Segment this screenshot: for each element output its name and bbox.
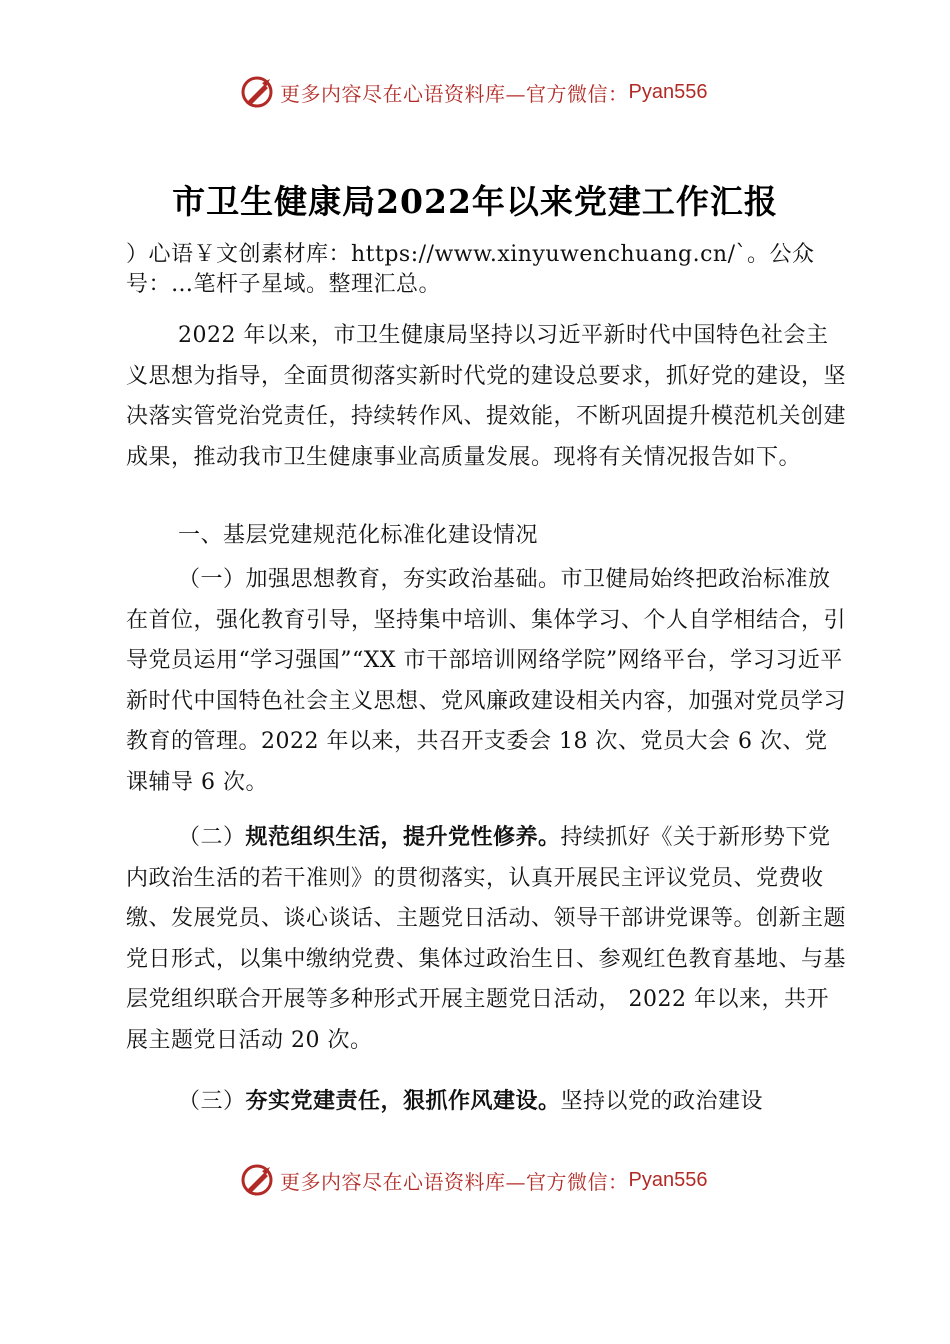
intro-text: 2022 年以来，市卫生健康局坚持以习近平新时代中国特色社会主义思想为指导，全面贯彻落实新时代党的建设总要求，抓好党的建设，坚决落实管党治党责任，持续转作风、提效能，不断巩固提升模范机关创建成果，推动我市卫生健康事业高质量发展。现将有关情况报告如下。: [126, 323, 847, 470]
footer-banner-handle: Pyan556: [628, 1168, 708, 1191]
header-banner-text: 更多内容尽在心语资料库—官方微信：: [280, 81, 629, 106]
header-banner-handle: Pyan556: [628, 80, 708, 103]
item3-prefix: （三）: [178, 1089, 246, 1114]
item3-paragraph: [126, 1082, 846, 1123]
item1-lead: （一）加强思想教育，夯实政治基础。: [178, 567, 561, 592]
intro-paragraph: [126, 316, 846, 478]
footer-banner: [0, 1158, 950, 1202]
pen-logo-icon: [240, 75, 274, 109]
item3-lead: 夯实党建责任，狠抓作风建设。: [245, 1089, 561, 1114]
item2-body: 持续抓好《关于新形势下党内政治生活的若干准则》的贯彻落实，认真开展民主评议党员、党费收缴、发展党员、谈心谈话、主题党日活动、领导干部讲党课等。创新主题党日形式，以集中缴纳党费、集体过政治生日、参观红色教育基地、与基层党组织联合开展等多种形式开展主题党日活动， 2022 年以来，共开展主题党日活动 20 次。: [126, 825, 847, 1053]
document-title: 市卫生健康局2022年以来党建工作汇报: [172, 182, 778, 221]
pen-logo-icon: [240, 1163, 274, 1197]
footer-banner-text: 更多内容尽在心语资料库—官方微信：: [280, 1169, 629, 1194]
item1-paragraph: [126, 560, 846, 803]
item2-paragraph: [126, 818, 846, 1061]
item3-body: 坚持以党的政治建设: [560, 1089, 764, 1114]
item2-lead: 规范组织生活，提升党性修养。: [245, 825, 561, 850]
header-banner: [0, 70, 950, 114]
item2-prefix: （二）: [178, 825, 246, 850]
item1-body: 市卫健局始终把政治标准放在首位，强化教育引导，坚持集中培训、集体学习、个人自学相结合，引导党员运用“学习强国”“XX 市干部培训网络学院”网络平台，学习习近平新时代中国特色社会主义思想、党风廉政建设相关内容，加强对党员学习教育的管理。2022 年以来，共召开支委会 18 次、党员大会 6 次、党课辅导 6 次。: [126, 567, 847, 795]
section-heading: 一、基层党建规范化标准化建设情况: [178, 523, 539, 548]
source-note: ）心语￥文创素材库：https://www.xinyuwenchuang.cn/`。公众号：…笔杆子星域。整理汇总。: [126, 242, 815, 297]
